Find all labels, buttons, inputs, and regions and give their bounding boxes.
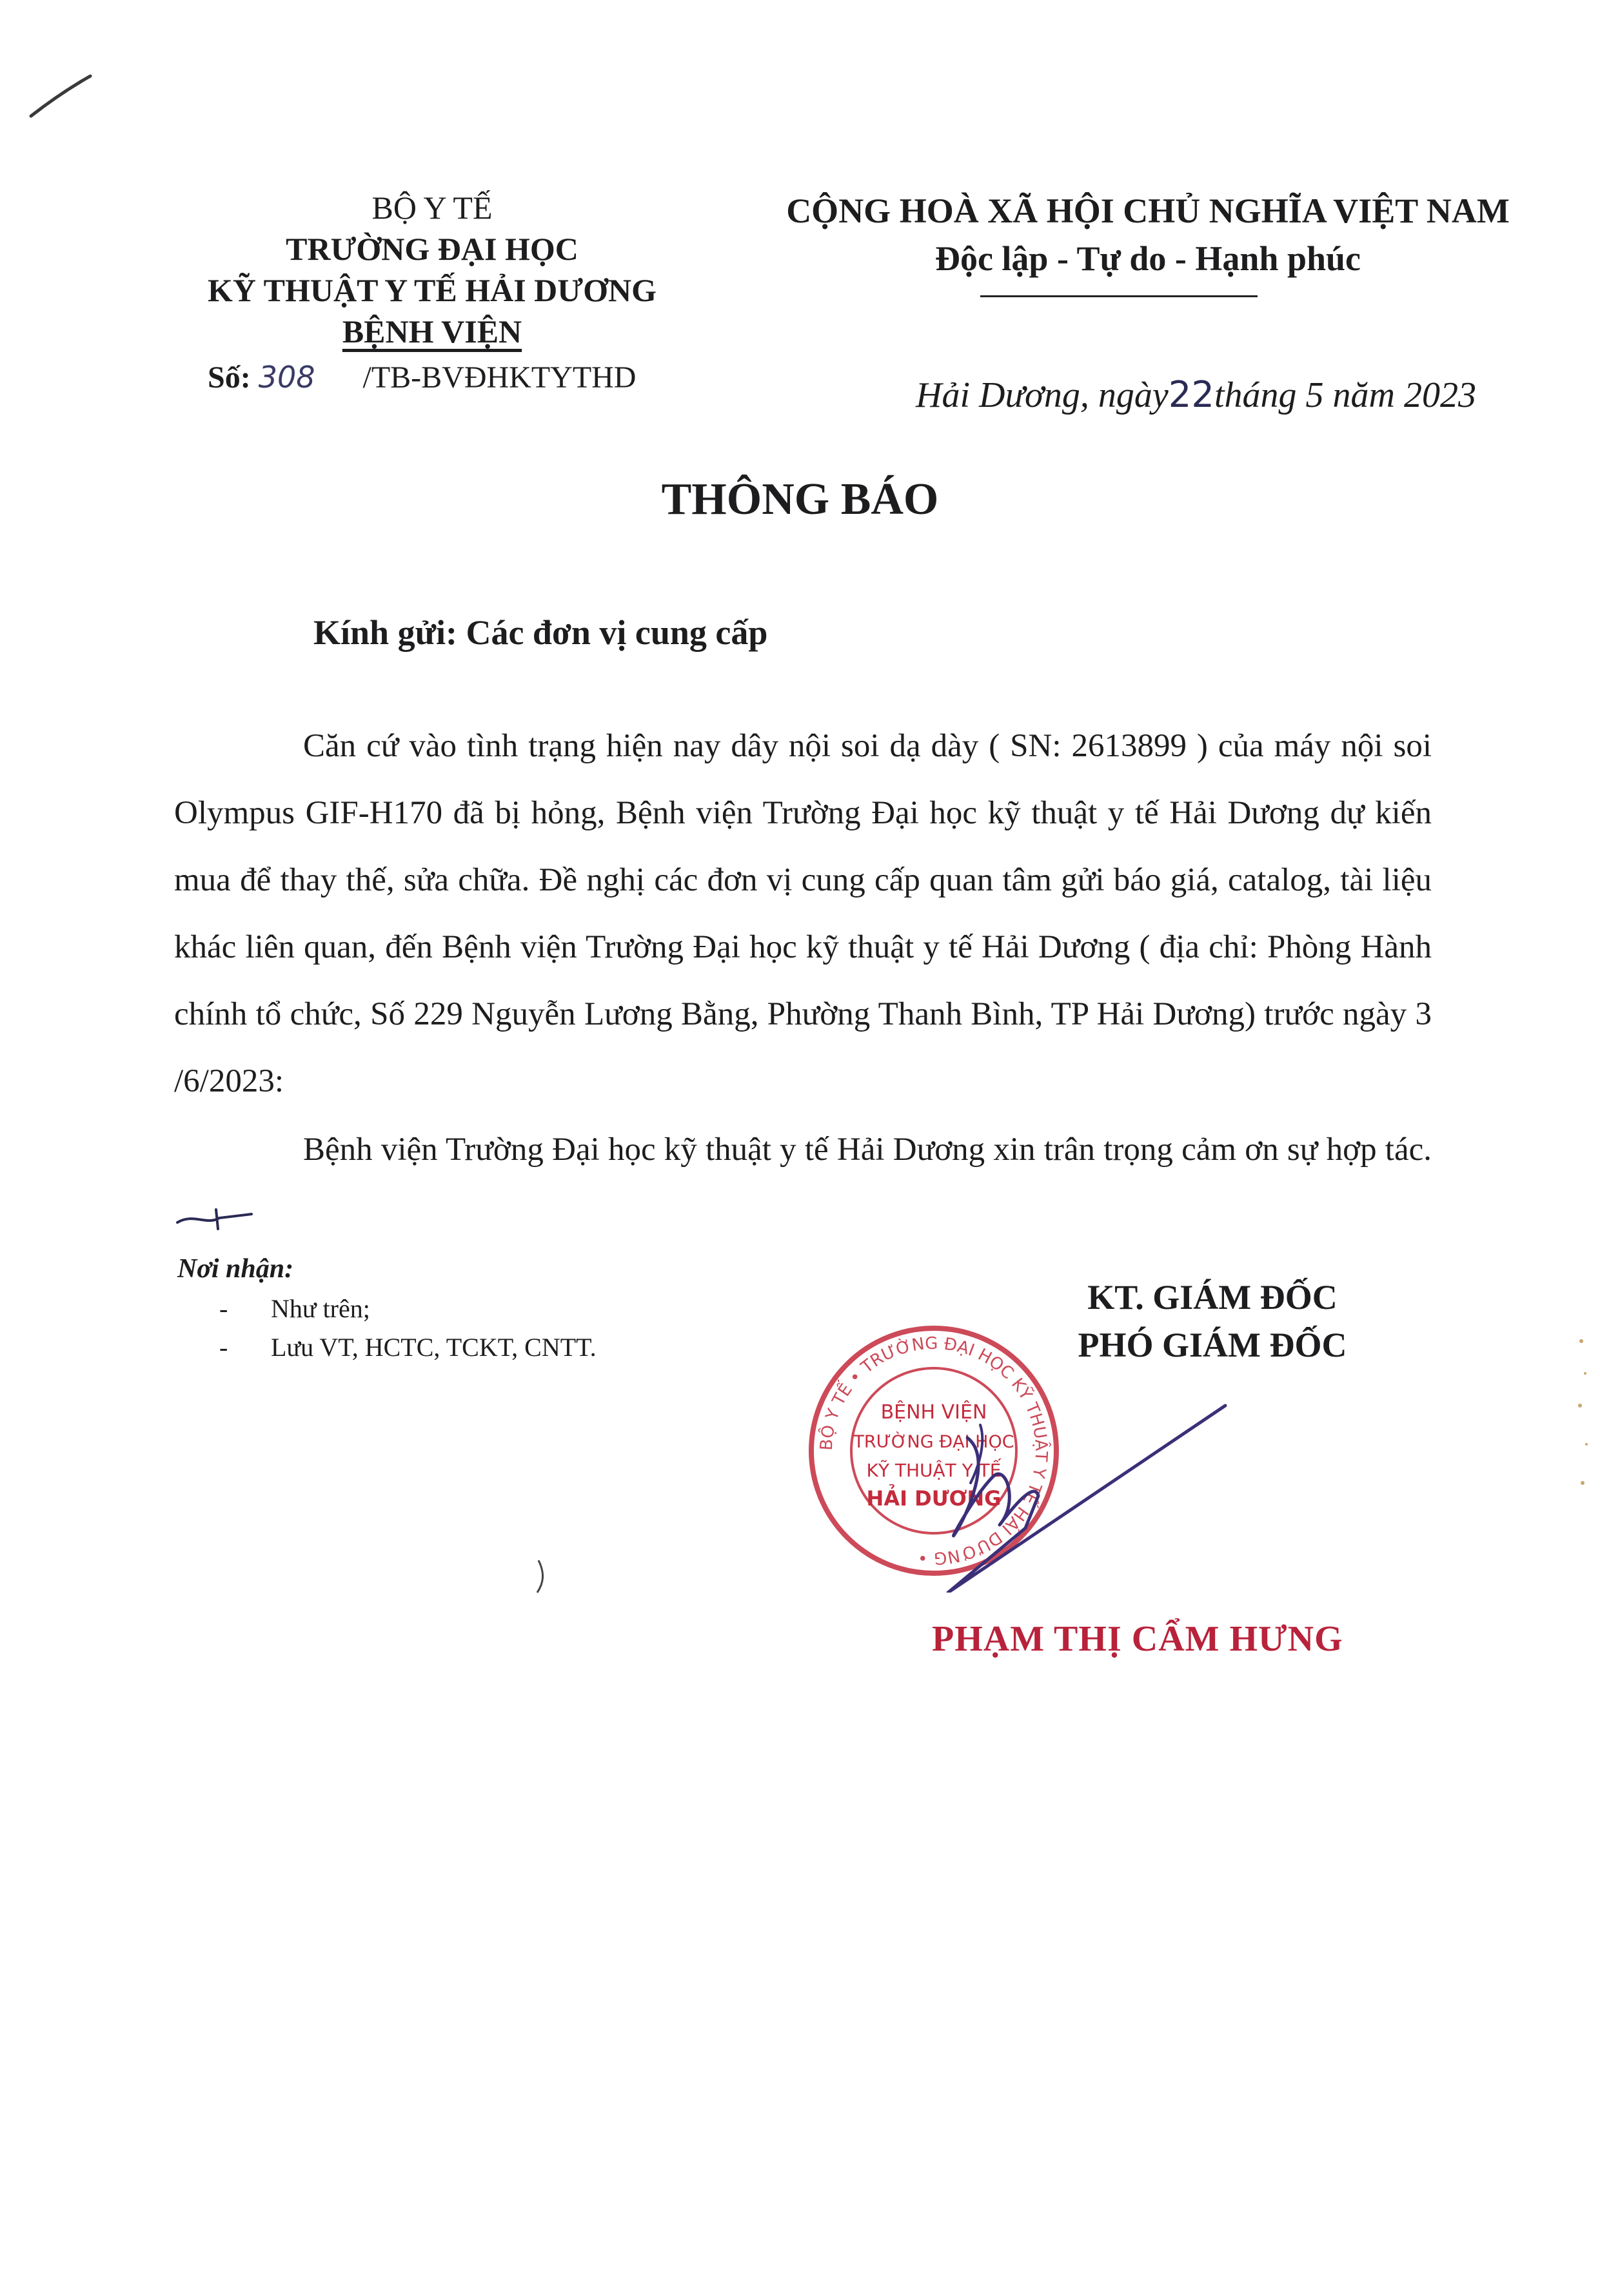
- document-title: THÔNG BÁO: [661, 475, 939, 524]
- scan-speckle: [1574, 1328, 1593, 1522]
- signer-name: PHẠM THỊ CẨM HƯNG: [932, 1619, 1343, 1659]
- unit-name: BỆNH VIỆN: [342, 313, 522, 349]
- national-header: [742, 187, 1554, 282]
- issuer-block: [142, 187, 722, 352]
- pen-mark: [26, 71, 97, 123]
- document-number: [208, 360, 636, 395]
- signature-title-line2: PHÓ GIÁM ĐỐC: [1078, 1326, 1347, 1364]
- list-item: - Lưu VT, HCTC, TCKT, CNTT.: [219, 1333, 597, 1362]
- number-handwritten: 308: [258, 360, 315, 395]
- date-prefix: Hải Dương, ngày: [916, 375, 1169, 415]
- svg-text:KỸ THUẬT Y TẾ: KỸ THUẬT Y TẾ: [866, 1460, 1002, 1481]
- distribution-list: [219, 1290, 597, 1367]
- initial-mark: [174, 1206, 258, 1232]
- ministry-name: BỘ Y TẾ: [371, 190, 493, 226]
- school-name-line2: KỸ THUẬT Y TẾ HẢI DƯƠNG: [208, 272, 657, 308]
- number-suffix: /TB-BVĐHKTYTHD: [362, 360, 637, 395]
- school-name-line1: TRƯỜNG ĐẠI HỌC: [286, 231, 578, 267]
- distribution-heading: Nơi nhận:: [177, 1254, 294, 1284]
- date-suffix: tháng 5 năm 2023: [1214, 375, 1476, 415]
- signature-title-line1: KT. GIÁM ĐỐC: [1087, 1278, 1338, 1317]
- date-day-handwritten: 22: [1168, 374, 1214, 416]
- date-line: [916, 374, 1476, 416]
- motto: Độc lập - Tự do - Hạnh phúc: [934, 239, 1361, 278]
- list-item: - Như trên;: [219, 1294, 370, 1323]
- svg-text:HẢI DƯƠNG: HẢI DƯƠNG: [866, 1486, 1002, 1511]
- stray-mark: [532, 1554, 551, 1599]
- recipient-line: Kính gửi: Các đơn vị cung cấp: [313, 613, 768, 652]
- svg-text:TRƯỜNG ĐẠI HỌC: TRƯỜNG ĐẠI HỌC: [853, 1432, 1014, 1452]
- handwritten-signature: [922, 1386, 1232, 1593]
- body-paragraph-1: Căn cứ vào tình trạng hiện nay dây nội soi dạ dày ( SN: 2613899 ) của máy nội soi Olympus GIF-H170 đã bị hỏng, Bệnh viện Trường Đại học kỹ thuật y tế Hải Dương dự kiến mua để thay thế, sửa chữa. Đề nghị các đơn vị cung cấp quan tâm gửi báo giá, catalog, tài liệu khác liên quan, đến Bệnh viện Trường Đại học kỹ thuật y tế Hải Dương ( địa chỉ: Phòng Hành chính tổ chức, Số 229 Nguyễn Lương Bằng, Phường Thanh Bình, TP Hải Dương) trước ngày 3 /6/2023:: [174, 728, 1432, 1099]
- number-label: Số:: [208, 360, 251, 395]
- body-text: [174, 712, 1432, 1250]
- country-name: CỘNG HOÀ XÃ HỘI CHỦ NGHĨA VIỆT NAM: [786, 191, 1510, 230]
- motto-underline: [980, 295, 1258, 297]
- body-paragraph-2: [174, 1116, 1432, 1250]
- svg-text:BỆNH VIỆN: BỆNH VIỆN: [880, 1401, 987, 1424]
- svg-text:BỘ Y TẾ • TRƯỜNG ĐẠI HỌC KỸ TH: BỘ Y TẾ • TRƯỜNG ĐẠI HỌC KỸ THUẬT Y TẾ HẢI DƯƠNG •: [816, 1333, 1051, 1568]
- body-paragraph-2-text: Bệnh viện Trường Đại học kỹ thuật y tế Hải Dương xin trân trọng cảm ơn sự hợp tác.: [303, 1132, 1432, 1168]
